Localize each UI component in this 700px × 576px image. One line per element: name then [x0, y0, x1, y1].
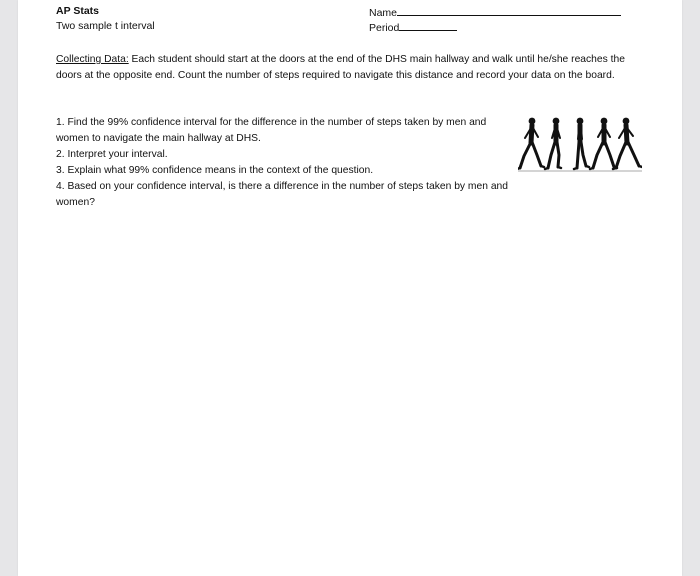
question-item: 1. Find the 99% confidence interval for the difference in the number of steps taken by men and women to navigate the main hallway at DHS. [56, 117, 487, 144]
walker-figure-3 [574, 118, 589, 169]
question-item: 4. Based on your confidence interval, is there a difference in the number of steps taken by men and women? [56, 181, 509, 208]
name-label: Name [369, 7, 398, 19]
collecting-data-text: Each student should start at the doors at the end of the DHS main hallway and walk until he/she reaches the doors at the opposite end. Count the number of steps required to navigate this distance and record your data on the board. [56, 54, 625, 81]
walker-figure-5 [613, 118, 642, 169]
question-list [56, 115, 508, 211]
question-item: 3. Explain what 99% confidence means in the context of the question. [56, 165, 374, 176]
period-blank-line [399, 20, 457, 31]
walking-people-icon [518, 116, 642, 174]
walker-figure-2 [545, 118, 561, 169]
worksheet-topic: Two sample t interval [56, 20, 155, 32]
collecting-data-paragraph [56, 52, 636, 84]
period-label: Period [369, 22, 400, 34]
walker-figure-4 [590, 118, 617, 169]
question-item: 2. Interpret your interval. [56, 149, 168, 160]
period-field [369, 20, 457, 34]
course-title: AP Stats [56, 5, 99, 17]
worksheet-page [18, 0, 682, 576]
walker-figure-1 [518, 118, 544, 169]
collecting-data-heading: Collecting Data: [56, 54, 129, 65]
name-blank-line [397, 5, 621, 16]
name-field [369, 5, 621, 19]
